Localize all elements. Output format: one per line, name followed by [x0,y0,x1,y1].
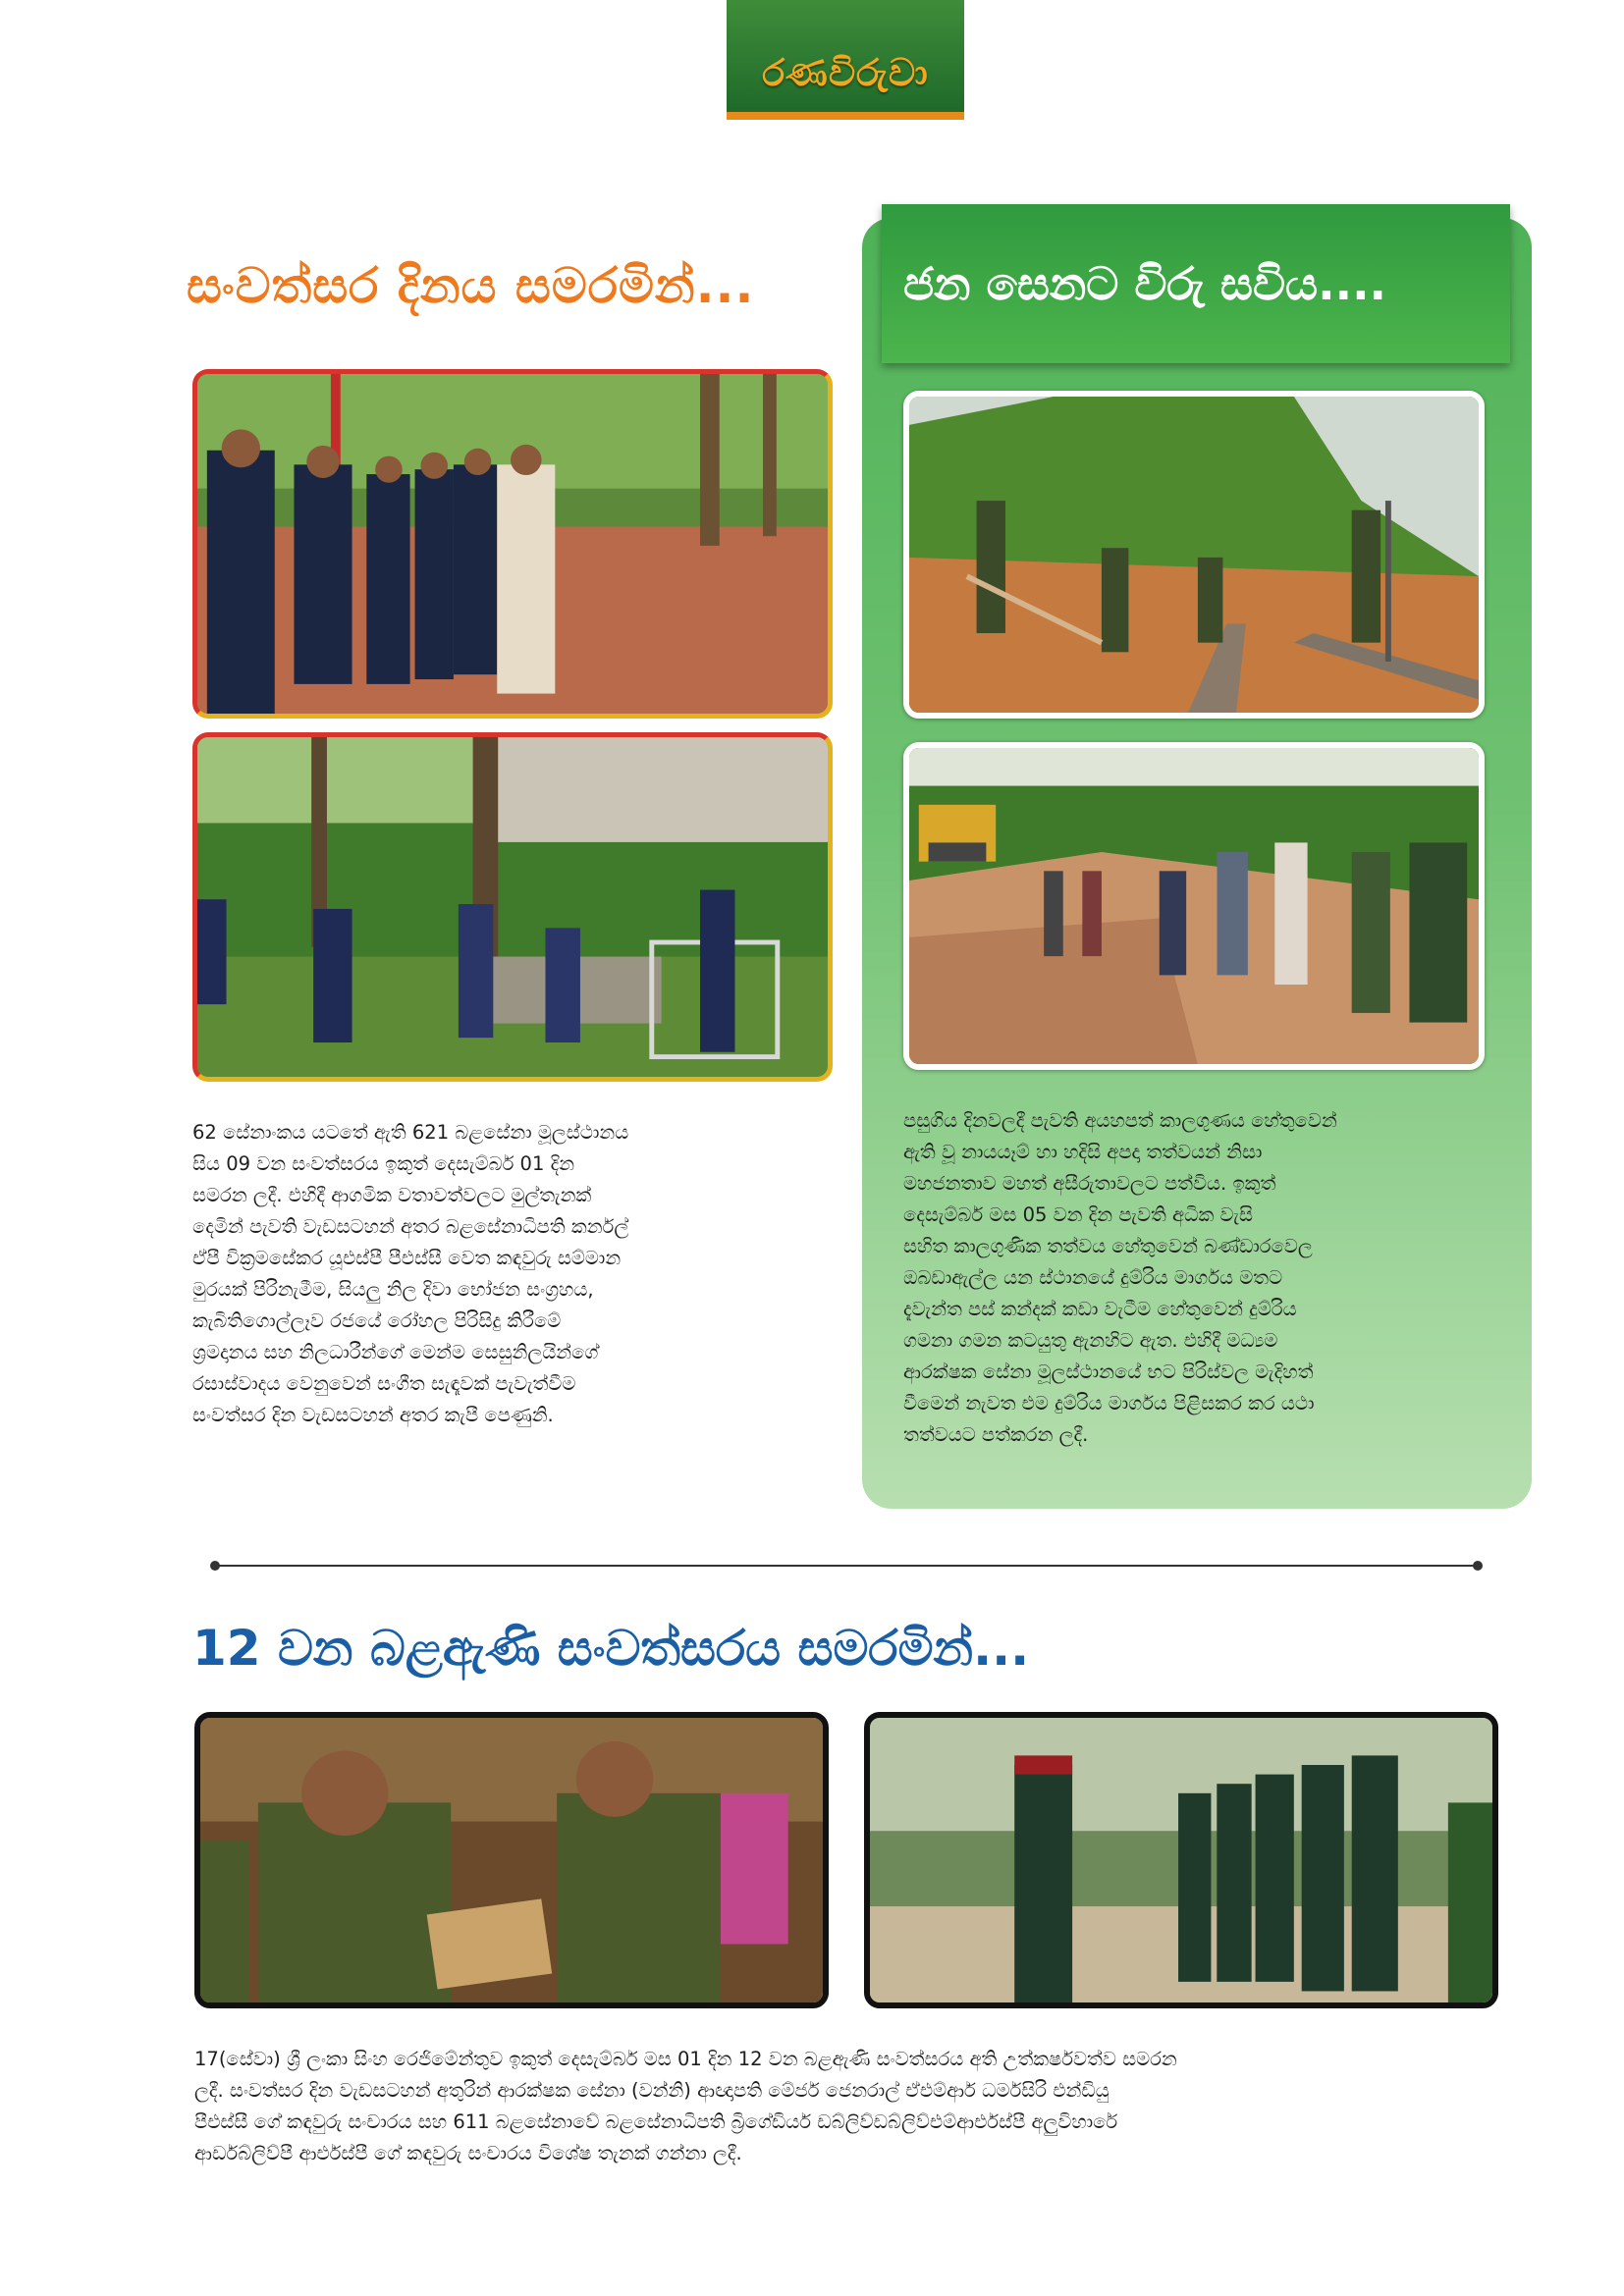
body-line: මහජනතාව මහත් අසීරුතාවලට පත්විය. ඉකුත් [903,1172,1276,1195]
bottom-article-body [194,2044,1510,2169]
body-line: මුරයක් පිරිනැමීම, සියලු නිල දිවා භෝජන සංග්‍රහය, [192,1278,594,1301]
body-line: පීඑස්සී ගේ කඳවුරු සංචාරය සහ 611 බළසේනාවේ බළසේනාධිපති බ්‍රිගේඩියර් ඩබ්ලිව්ඩබ්ලිව්එම්ආර්එස්පී අලුවිහාරේ [194,2110,1118,2133]
divider-dot-right [1473,1561,1483,1571]
body-line: සිය 09 වන සංවත්සරය ඉකුත් දෙසැම්බර් 01 දින [192,1152,575,1175]
body-line: වීමෙන් නැවත එම දුම්රිය මාර්ගය පිළිසකර කර යථා [903,1392,1315,1415]
left-photo-cleanup [192,732,833,1082]
body-line: දෙමින් පැවති වැඩසටහන් අතර බළසේනාධිපති කර්නල් [192,1215,629,1238]
right-photo-landslide [903,742,1485,1070]
body-line: රසාස්වාදය වෙනුවෙන් සංගීත සැඳෑවක් පැවැත්වීම [192,1372,576,1395]
body-line: ගමනා ගමන කටයුතු ඇනහිට ඇත. එහිදී මධ්‍යම [903,1329,1278,1352]
section-divider [214,1565,1477,1567]
masthead-title: රණවිරුවා [762,51,929,94]
bottom-article-title: 12 වන බළඇණි සංවත්සරය සමරමින්... [192,1620,1030,1677]
right-article-body [903,1105,1512,1451]
body-line: දැවැන්ත පස් කන්දක් කඩා වැටීම හේතුවෙන් දුම්රිය [903,1298,1297,1320]
body-line: ආරක්ෂක සේනා මූලස්ථානයේ භට පිරිස්වල මැදිහත් [903,1361,1314,1383]
body-line: පසුගිය දිනවලදී පැවති අයහපත් කාලගුණය හේතුවෙන් [903,1109,1337,1132]
body-line: සමරන ලදී. එහිදී ආගමික වතාවත්වලට මුල්තැනක් [192,1184,592,1206]
body-line: ශ්‍රමදානය සහ නිලධාරීන්ගේ මෙන්ම සෙසුනිලයින්ගේ [192,1341,599,1363]
body-line: දෙසැම්බර් මස 05 වන දින පැවති අධික වැසි [903,1203,1254,1226]
body-line: සහිත කාලගුණික තත්වය හේතුවෙන් බණ්ඩාරවෙල [903,1235,1313,1257]
masthead [727,0,964,120]
body-line: තත්වයට පත්කරන ලදී. [903,1423,1089,1446]
right-article-title: ජන සෙනට විරු සවිය.... [903,257,1387,310]
body-line: ලදී. සංවත්සර දින වැඩසටහන් අතුරින් ආරක්ෂක සේනා (වන්නි) ආඥාපති මේජර් ජෙනරාල් ඒඑම්ආර් ධර්මසිරි එන්ඩියු [194,2079,1110,2102]
body-line: සංවත්සර දින වැඩසටහන් අතර කැපී පෙණුනි. [192,1404,554,1426]
left-article-title: සංවත්සර දිනය සමරමින්... [187,257,755,314]
body-line: ආර්ඩබ්ලිව්පී ආර්එස්පී ගේ කඳවුරු සංචාරය විශේෂ තැනක් ගන්නා ලදී. [194,2142,742,2164]
body-line: 17(සේවා) ශ්‍රී ලංකා සිංහ රෙජිමේන්තුව ඉකුත් දෙසැම්බර් මස 01 දින 12 වන බළඇණි සංවත්සරය අති උත්කර්ෂවත්ව සමරන [194,2048,1177,2070]
bottom-photo-guard [864,1712,1498,2008]
right-photo-railway [903,391,1485,719]
left-photo-parade [192,369,833,719]
body-line: ඒපී වික්‍රමසේකර යූඑස්පී පීඑස්සී වෙත කඳවුරු සම්මාන [192,1247,622,1269]
body-line: ඔබඩාඇල්ල යන ස්ථානයේ දුම්රිය මාර්ගය මතට [903,1266,1283,1289]
body-line: 62 සේනාංකය යටතේ ඇති 621 බළසේනා මූලස්ථානය [192,1121,629,1144]
body-line: කැබිතිගොල්ලෑව රජයේ රෝහල පිරිසිදු කිරීමේ [192,1309,562,1332]
bottom-photo-plaque [194,1712,829,2008]
left-article-body [192,1117,840,1431]
body-line: ඇති වූ නායයෑම් හා හදිසි අපදා තත්වයන් නිසා [903,1141,1263,1163]
